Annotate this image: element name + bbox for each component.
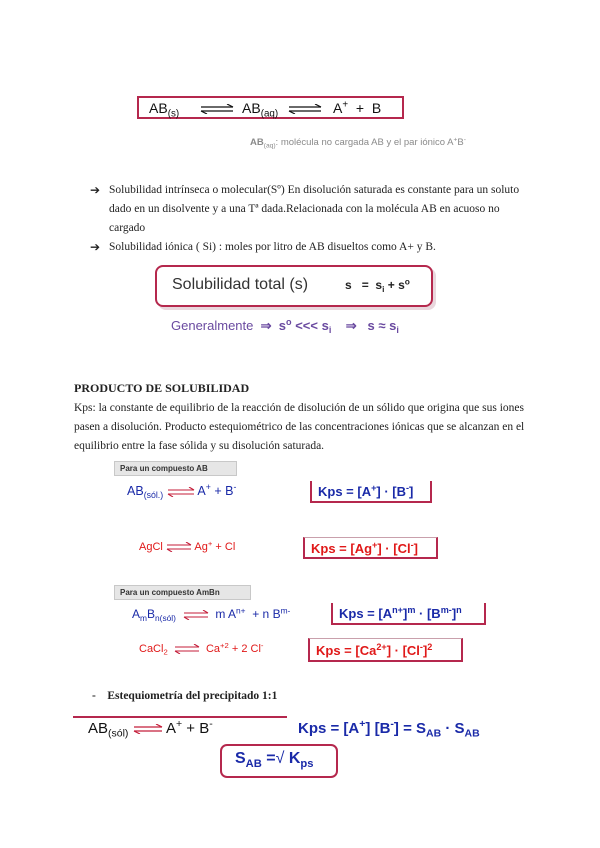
bullet-ionic [90,238,530,257]
top-eq-reactant: $AB_{(s)}$ [149,100,180,120]
stoich-bullet [92,690,277,702]
final-kps-expression: Kps = [A+] $[B^-] = S_{AB} \cdot S_{AB}$ [298,718,480,740]
kps-box-ab: Kps = [A+] · [B-] [310,481,432,503]
equilibrium-arrow-icon [133,724,163,734]
equilibrium-arrow-icon [199,104,235,114]
stoich-text: Estequiometría del precipitado 1:1 [107,690,278,702]
section-title: PRODUCTO DE SOLUBILIDAD [74,381,250,395]
kps-box-cacl2: Kps = $[Ca^{2+}] \cdot [Cl^-]^2$ [308,638,463,662]
top-eq-products: A+ + B [333,99,382,116]
kps-definition: Kps: la constante de equilibrio de la reacción de disolución de un sólido que origina que sus iones pasen a disolución. Producto estequiométrico de las concentraciones iónicas que se alcanzan en el equilibrio entre la fase sólida y su disolución saturada. [74,402,525,452]
equilibrium-arrow-icon [183,610,209,620]
bullet-intrinsic [90,181,530,238]
equilibrium-arrow-icon [174,644,200,654]
reaction-agcl: AgCl Ag+ + Cl [139,538,236,553]
reaction-cacl2: CaCl$_2$ $Ca^{+2} + 2$ Cl- [139,640,264,657]
solubility-equation: s = $s_i + s^o$ [345,276,410,294]
top-note: $AB_{(aq)}$: molécula no cargada AB y el par iónico A+B- [250,136,466,150]
kps-box-ambn: Kps = $[A^{n+}]^m \cdot [B^{m-}]^n$ [331,603,486,625]
reaction-ambn: $A_mB_{n(sól)}$ m $A^{n+} + n$ $B^{m-}$ [132,605,291,623]
bullet-text: Solubilidad intrínseca o molecular(Sº) En disolución saturada es constante para un soluto dado en un disolvente y a una Tª dada.Relacionada con la molécula AB en acuoso no cargado [109,184,520,234]
arrow-bullet-icon: ➔ [90,240,101,254]
reaction-ab: $AB_{(sól.)}$ A+ + B- [127,482,237,501]
equilibrium-arrow-icon [166,542,192,552]
solubility-total-label: Solubilidad total (s) [172,276,309,293]
final-reaction: $AB_{(sól)}$ A+ + B- [88,718,213,740]
kps-box-agcl: Kps = [Ag+] · [Cl-] [303,537,438,559]
top-eq-middle: $AB_{(aq)}$ [242,100,279,120]
top-equation-box [137,96,404,119]
bullet-text: Solubilidad iónica ( Si) : moles por litro de AB disueltos como A+ y B. [109,241,436,253]
label-compound-ab: Para un compuesto AB [114,461,237,476]
equilibrium-arrow-icon [287,104,323,114]
generally-relation: Generalmente ⇒ $s^o$ <<< $s_i$ ⇒ $s \approx s_i$ [171,317,399,336]
label-compound-ambn: Para un compuesto AmBn [114,585,251,600]
arrow-bullet-icon: ➔ [90,183,101,197]
sab-formula: $S_{AB}$ =√ $K_{ps}$ [235,750,314,770]
dash-bullet-icon: - [92,690,96,702]
equilibrium-arrow-icon [167,487,195,497]
